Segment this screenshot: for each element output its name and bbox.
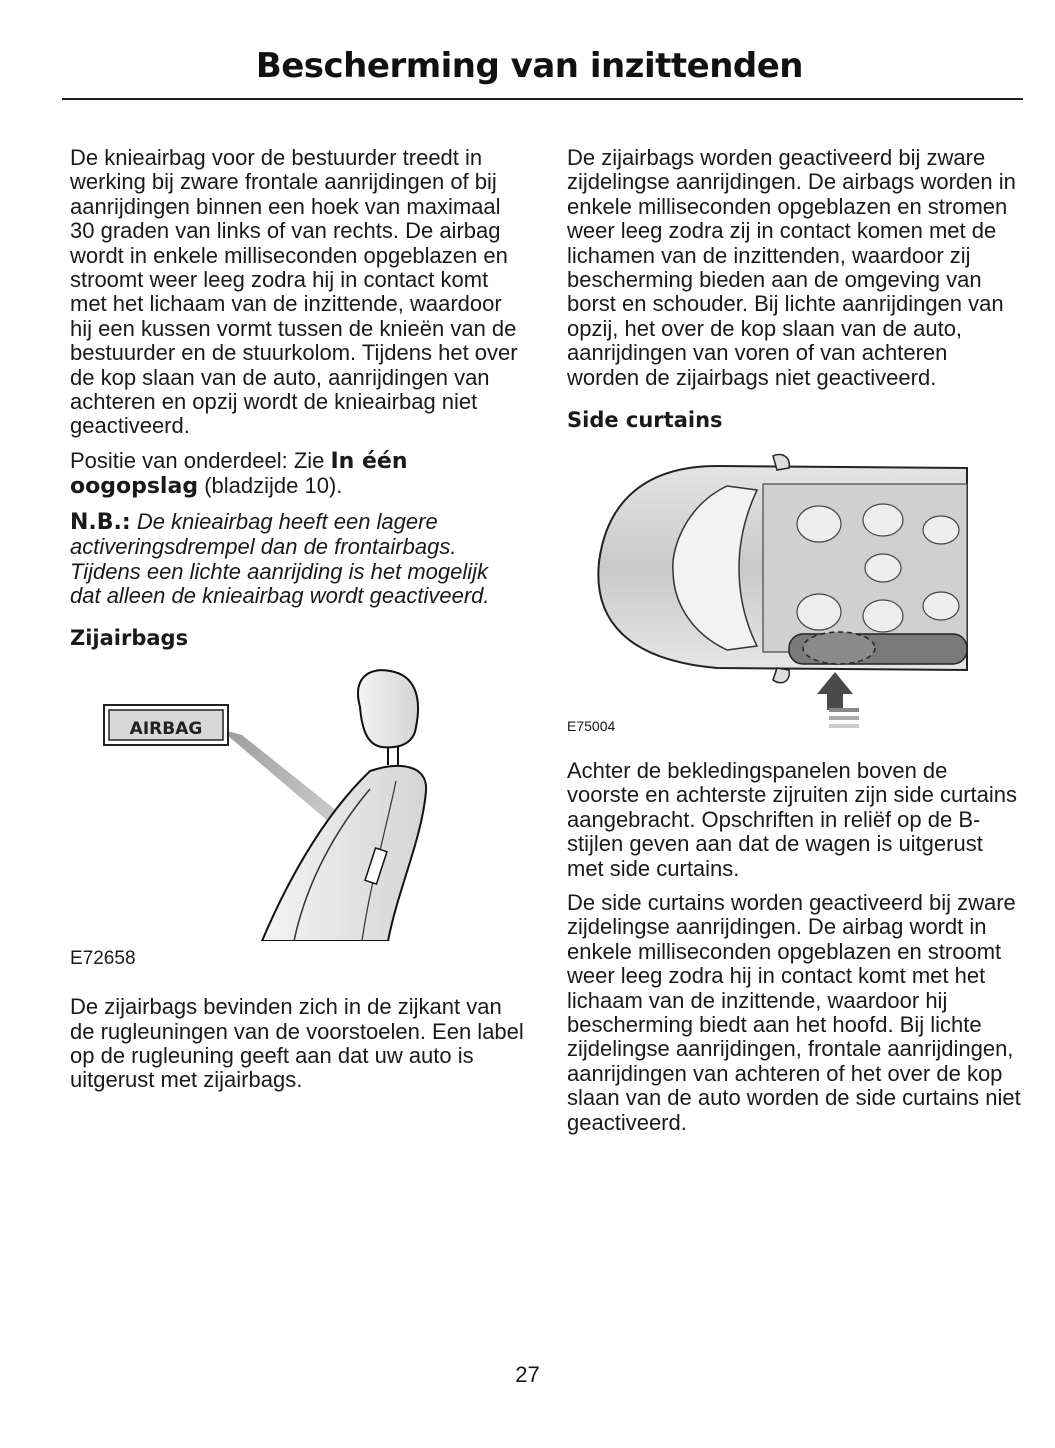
side-curtains-activation-paragraph: De side curtains worden geactiveerd bij zware zijdelingse aanrijdingen. De airbag wordt in enkele milliseconden opgeblazen en stroomt weer leeg zodra hij in contact komt met het lichaam van de inzittende, waardoor hij bescherming biedt aan het hoofd. Bij lichte zijdelingse aanrijdingen, frontale aanrijdingen, aanrijdingen van achteren of het over de kop slaan van de auto worden de side curtains niet geactiveerd. [567,889,1021,1135]
airbag-label: AIRBAG [129,718,203,739]
page-number: 27 [515,1362,540,1387]
side-airbags-heading: Zijairbags [70,626,189,651]
position-paragraph [70,449,524,500]
page-title: Bescherming van inzittenden [255,46,803,86]
seat-airbag-figure [70,669,524,941]
car-top-view-illustration [567,450,1021,710]
note-label: N.B.: [70,509,131,535]
side-curtains-location-paragraph: Achter de bekledingspanelen boven de voorste en achterste zijruiten zijn side curtains aangebracht. Opschriften in reliëf op de B-stijlen geven aan dat de wagen is uitgerust met side curtains. [567,757,1017,881]
side-curtains-heading: Side curtains [567,408,723,433]
note-paragraph [70,510,524,609]
position-suffix: (bladzijde 10). [198,473,343,499]
title-rule [62,98,1023,100]
left-column [70,146,524,1103]
right-column [567,146,1021,1145]
figure-code-left: E72658 [70,947,136,969]
side-airbags-activation-paragraph: De zijairbags worden geactiveerd bij zware zijdelingse aanrijdingen. De airbags worden in enkele milliseconden opgeblazen en stromen weer leeg zodra zij in contact komen met de lichamen van de inzittenden, waardoor zij bescherming bieden aan de omgeving van borst en schouder. Bij lichte aanrijdingen van opzij, het over de kop slaan van de auto, aanrijdingen van voren of van achteren worden de zijairbags niet geactiveerd. [567,145,1016,390]
knee-airbag-paragraph: De knieairbag voor de bestuurder treedt in werking bij zware frontale aanrijdingen of bij aanrijdingen binnen een hoek van maximaal 30 graden van links of van rechts. De airbag wordt in enkele milliseconden opgeblazen en stroomt weer leeg zodra hij in contact komt met het lichaam van de inzittende, waardoor hij een kussen vormt tussen de knieën van de bestuurder en de stuurkolom. Tijdens het over de kop slaan van de auto, aanrijdingen van achteren en opzij wordt de knieairbag niet geactiveerd. [70,145,518,439]
side-curtains-figure [567,450,1021,710]
note-text: De knieairbag heeft een lagere activeringsdrempel dan de frontairbags. Tijdens een lichte aanrijding is het mogelijk dat alleen de knieairbag wordt geactiveerd. [70,508,490,608]
position-prefix: Positie van onderdeel: Zie [70,447,331,473]
figure-code-right: E75004 [567,718,616,735]
seat-illustration [70,669,524,941]
side-airbags-paragraph: De zijairbags bevinden zich in de zijkant van de rugleuningen van de voorstoelen. Een label op de rugleuning geeft aan dat uw auto is uitgerust met zijairbags. [70,994,524,1093]
page-reference-link[interactable]: In één oogopslag [70,448,408,500]
